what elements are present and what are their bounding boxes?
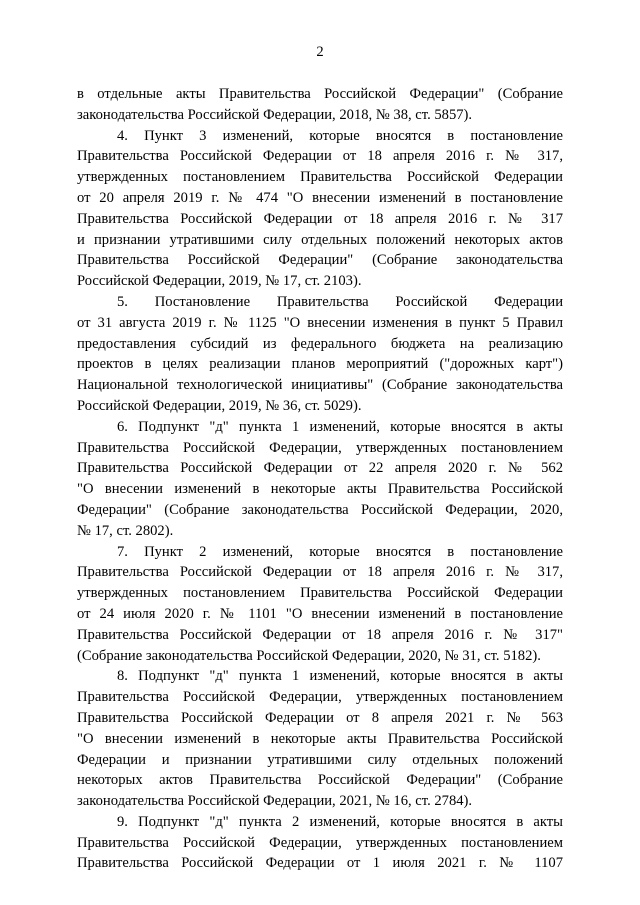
text-line: Правительства Российской Федерации, утвержденных постановлением — [77, 439, 563, 456]
document-body — [77, 84, 563, 874]
text-line: от 31 августа 2019 г. № 1125 "О внесении изменения в пункт 5 Правил — [77, 314, 563, 331]
text-line: Правительства Российской Федерации от 8 апреля 2021 г. № 563 — [77, 709, 563, 726]
text-line: Российской Федерации, 2019, № 17, ст. 2103). — [77, 273, 362, 290]
text-line: № 17, ст. 2802). — [77, 522, 174, 539]
text-line: 9. Подпункт "д" пункта 2 изменений, которые вносятся в акты — [117, 813, 563, 830]
text-line: Правительства Российской Федерации от 18 апреля 2016 г. № 317, — [77, 148, 563, 165]
text-line: в отдельные акты Правительства Российской Федерации" (Собрание — [77, 86, 563, 102]
page-number: 2 — [316, 44, 324, 60]
text-line: Правительства Российской Федерации" (Собрание законодательства — [77, 252, 563, 269]
text-line: 8. Подпункт "д" пункта 1 изменений, которые вносятся в акты — [117, 668, 563, 685]
paragraph — [77, 542, 563, 667]
text-line: законодательства Российской Федерации, 2021, № 16, ст. 2784). — [77, 793, 473, 810]
text-line: некоторых актов Правительства Российской Федерации" (Собрание — [77, 772, 563, 789]
text-line: утвержденных постановлением Правительства Российской Федерации — [77, 169, 563, 186]
text-line: "О внесении изменений в некоторые акты Правительства Российской — [77, 730, 563, 747]
paragraph — [77, 666, 563, 812]
text-line: от 24 июля 2020 г. № 1101 "О внесении изменений в постановление — [77, 605, 563, 622]
text-line: Федерации" (Собрание законодательства Российской Федерации, 2020, — [77, 501, 563, 518]
paragraph — [77, 126, 563, 292]
text-line: утвержденных постановлением Правительства Российской Федерации — [77, 585, 563, 602]
text-line: Правительства Российской Федерации от 22 апреля 2020 г. № 562 — [77, 460, 563, 477]
text-line: "О внесении изменений в некоторые акты Правительства Российской — [77, 481, 563, 498]
text-line: 7. Пункт 2 изменений, которые вносятся в постановление — [117, 543, 563, 560]
text-line: Федерации и признании утратившими силу отдельных положений — [77, 751, 563, 768]
text-line: Российской Федерации, 2019, № 36, ст. 5029). — [77, 397, 362, 414]
text-line: Правительства Российской Федерации от 18 апреля 2016 г. № 317" — [77, 626, 563, 643]
text-line: проектов в целях реализации планов мероприятий ("дорожных карт") — [77, 356, 563, 373]
text-line: Национальной технологической инициативы" (Собрание законодательства — [77, 377, 563, 394]
text-line: Правительства Российской Федерации от 1 июля 2021 г. № 1107 — [77, 855, 563, 872]
text-line: Правительства Российской Федерации, утвержденных постановлением — [77, 689, 563, 706]
paragraph — [77, 812, 563, 874]
text-line: 4. Пункт 3 изменений, которые вносятся в постановление — [117, 127, 563, 144]
text-line: 5. Постановление Правительства Российской Федерации — [117, 293, 563, 310]
text-line: и признании утратившими силу отдельных положений некоторых актов — [77, 231, 563, 248]
text-line: Правительства Российской Федерации от 18 апреля 2016 г. № 317, — [77, 564, 563, 581]
text-line: от 20 апреля 2019 г. № 474 "О внесении изменений в постановление — [77, 189, 563, 206]
paragraph — [77, 417, 563, 542]
text-line: 6. Подпункт "д" пункта 1 изменений, которые вносятся в акты — [117, 418, 563, 435]
text-line: Правительства Российской Федерации от 18 апреля 2016 г. № 317 — [77, 210, 563, 227]
text-line: предоставления субсидий из федерального бюджета на реализацию — [77, 335, 563, 352]
paragraph — [77, 84, 563, 126]
text-line: законодательства Российской Федерации, 2018, № 38, ст. 5857). — [77, 106, 473, 123]
text-line: Правительства Российской Федерации, утвержденных постановлением — [77, 834, 563, 851]
text-line: (Собрание законодательства Российской Федерации, 2020, № 31, ст. 5182). — [77, 647, 541, 664]
paragraph — [77, 292, 563, 417]
